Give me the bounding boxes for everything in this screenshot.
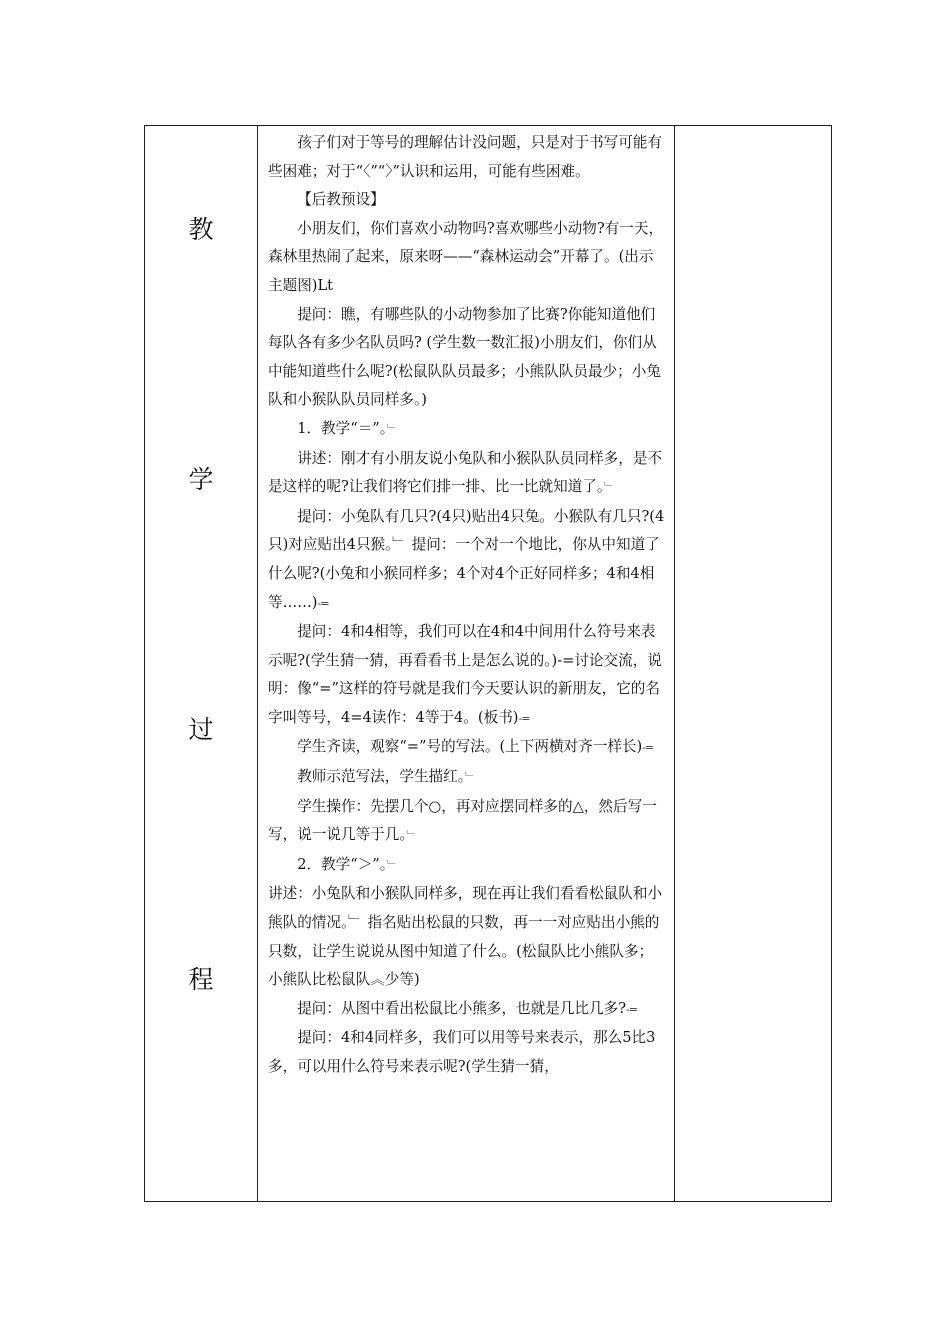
paragraph: 学生齐读，观察“=”号的写法。(上下两横对齐一样长)-=	[297, 738, 654, 756]
scan-mark: ﹂	[387, 858, 398, 872]
section-heading: 【后教预设】	[297, 191, 385, 209]
lesson-table	[144, 125, 832, 1202]
side-label-char: 学	[188, 465, 214, 494]
paragraph: 提问：小兔队有几只?(4只)贴出4只兔。小猴队有几只?(4只)对应贴出4只猴。﹂ 提问：一个对一个地比，你从中知道了什么呢?(小兔和小猴同样多；4个对4个正好同样多；4和4相等……)-=	[268, 507, 665, 611]
paragraph: 1．教学“＝”。﹂	[297, 419, 398, 437]
paragraph: 小朋友们，你们喜欢小动物吗?喜欢哪些小动物?有一天，森林里热闹了起来，原来呀——“森林运动会”开幕了。(出示主题图)Lt	[268, 219, 664, 294]
paragraph: 教师示范写法，学生描红。﹂	[297, 768, 476, 786]
scan-mark: -=	[642, 741, 654, 755]
scan-mark: -=	[626, 1002, 638, 1016]
paragraph: 孩子们对于等号的理解估计没问题，只是对于书写可能有些困难；对于“〈”“〉”认识和运用，可能有些困难。	[268, 134, 663, 180]
paragraph: 提问：4和4同样多，我们可以用等号来表示，那么5比3多，可以用什么符号来表示呢?(学生猜一猜，	[268, 1029, 656, 1075]
paragraph: 提问：从图中看出松鼠比小熊多，也就是几比几多?-=	[297, 999, 638, 1017]
side-label-char: 程	[188, 965, 214, 994]
paragraph: 学生操作：先摆几个○，再对应摆同样多的△，然后写一写，说一说几等于几。﹂	[268, 797, 657, 844]
scan-mark: -=	[518, 711, 530, 725]
side-label-char: 教	[188, 215, 214, 244]
column-divider	[674, 126, 675, 1201]
paragraph: 讲述：小兔队和小猴队同样多，现在再让我们看看松鼠队和小熊队的情况。﹂ 指名贴出松鼠的只数，再一一对应贴出小熊的只数，让学生说说从图中知道了什么。(松鼠队比小熊队多；小熊队比松鼠队︽少等)	[268, 885, 663, 989]
paragraph: 提问：4和4相等，我们可以在4和4中间用什么符号来表示呢?(学生猜一猜，再看看书上是怎么说的。)-=讨论交流，说明：像“=”这样的符号就是我们今天要认识的新朋友，它的名字叫等号，4=4读作：4等于4。(板书)-=	[268, 623, 662, 726]
paragraph: 2．教学“＞”。﹂	[297, 855, 398, 873]
paragraph: 讲述：刚才有小朋友说小兔队和小猴队队员同样多，是不是这样的呢?让我们将它们排一排、比一比就知道了。﹂	[268, 449, 663, 496]
lesson-content	[258, 126, 674, 1082]
side-label-char: 过	[188, 715, 214, 744]
scan-mark: ﹂	[387, 422, 398, 436]
scan-mark: -=	[317, 596, 329, 610]
scan-mark: ﹂	[465, 771, 476, 785]
paragraph: 提问：瞧，有哪些队的小动物参加了比赛?你能知道他们每队各有多少名队员吗? (学生数一数汇报)小朋友们，你们从中能知道些什么呢?(松鼠队队员最多；小熊队队员最少；小兔队和小猴队队员同样多。)	[268, 305, 661, 409]
scan-mark: ﹂	[604, 481, 615, 495]
scan-mark: ﹂	[406, 829, 417, 843]
